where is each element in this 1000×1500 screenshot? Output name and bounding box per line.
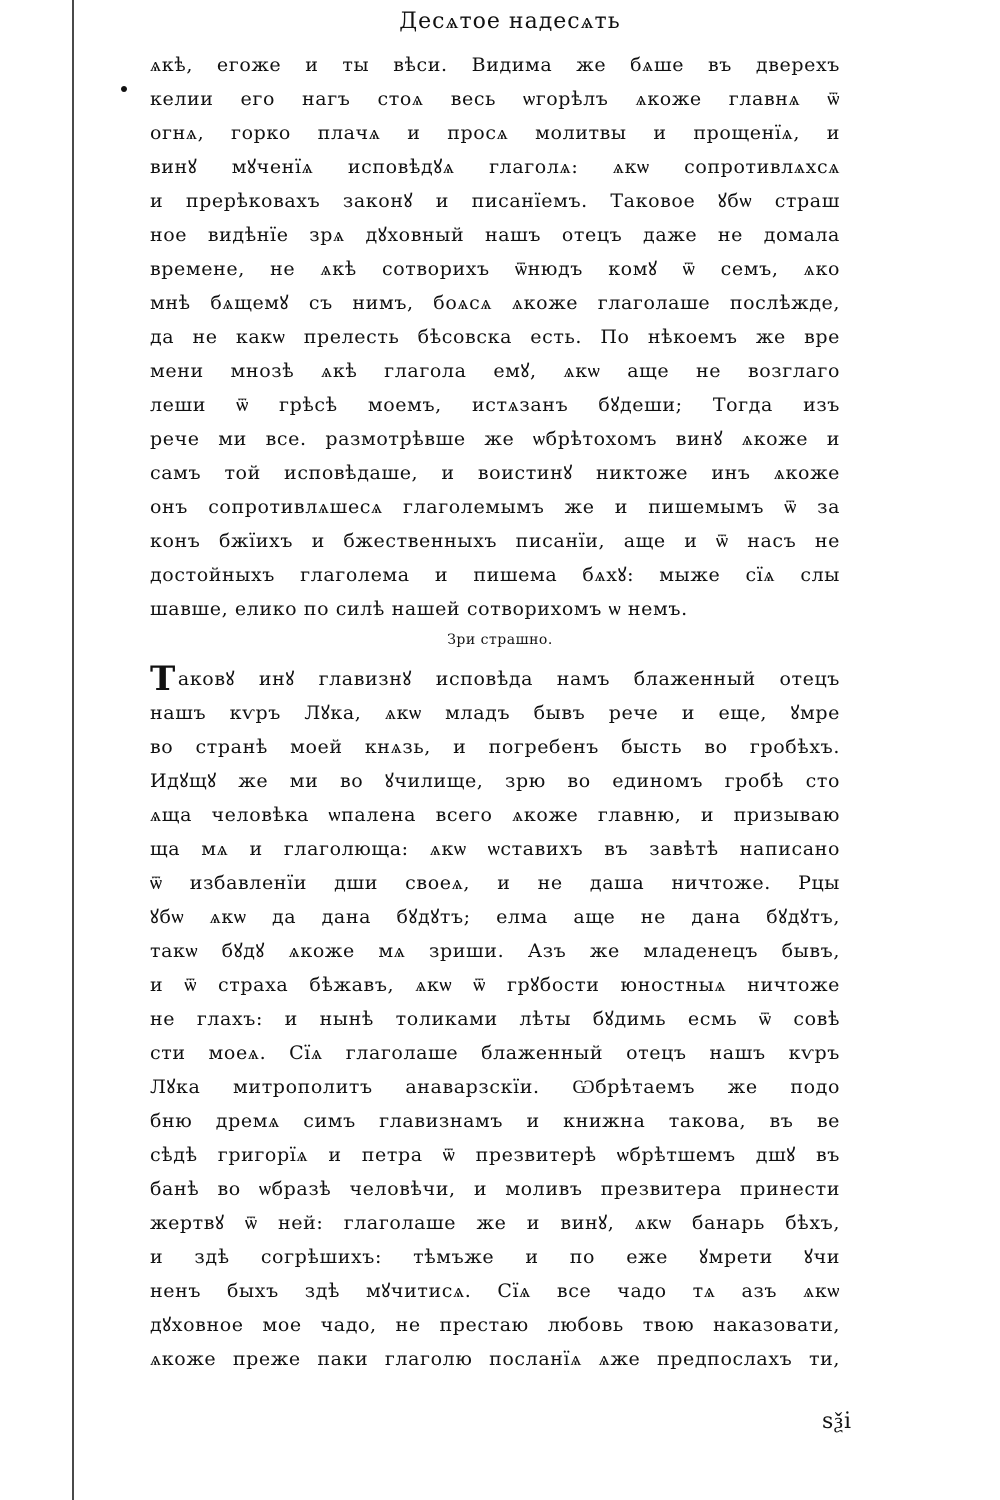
- section-note: Зри страшно.: [447, 632, 553, 648]
- text-line: не глахъ: и нынѣ толиками лѣты бꙋдимь есмь ѿ совѣ: [150, 1008, 840, 1030]
- text-line: и здѣ согрѣшихъ: тѣмъже и по еже ꙋмрети ꙋчи: [150, 1246, 840, 1268]
- text-line: ѿ избавленїи дши своеѧ, и не даша ничтоже. Рцы: [150, 872, 840, 894]
- text-line: самъ той исповѣдаше, и воистинꙋ никтоже инъ ѧкоже: [150, 462, 840, 484]
- text-line: бню дремѧ симъ главизнамъ и книжна такова, въ ве: [150, 1110, 840, 1132]
- text-block-lower: [150, 662, 840, 1376]
- text-line: дꙋховное мое чадо, не престаю любовь твою наказовати,: [150, 1314, 840, 1336]
- text-line: ное видѣнїе зрѧ дꙋховный нашъ отецъ даже не домала: [150, 224, 840, 246]
- text-line: во странѣ моей кнѧзь, и погребенъ бысть во гробѣхъ.: [150, 736, 840, 758]
- text-line: онъ сопротивлѧшесѧ глаголемымъ же и пишемымъ ѿ за: [150, 496, 840, 518]
- text-line: жертвꙋ ѿ ней: глаголаше же и винꙋ, ѧкѡ банарь бѣхъ,: [150, 1212, 840, 1234]
- text-line: мени мнозѣ ѧкѣ глагола емꙋ, ѧкѡ аще не возглаго: [150, 360, 840, 382]
- text-line: ща мѧ и глаголюща: ѧкѡ ѡставихъ въ завѣтѣ написано: [150, 838, 840, 860]
- drop-cap-initial: Т: [150, 662, 176, 696]
- text-line-first: [150, 662, 840, 696]
- ink-spot: [121, 86, 127, 92]
- text-block-upper: [150, 48, 840, 626]
- text-line: ѧкѣ, егоже и ты вѣси. Видима же бѧше въ дверехъ: [150, 54, 840, 76]
- text-line: такѡ бꙋдꙋ ѧкоже мѧ зриши. Азъ же младенецъ бывъ,: [150, 940, 840, 962]
- text-line: ѧща человѣка ѡпалена всего ѧкоже главню, и призываю: [150, 804, 840, 826]
- text-line: огнѧ, горко плачѧ и просѧ молитвы и прощенїѧ, и: [150, 122, 840, 144]
- text-line: келии его нагъ стоѧ весь ѡгорѣлъ ѧкоже главнѧ ѿ: [150, 88, 840, 110]
- text-line: банѣ во ѡбразѣ человѣчи, и моливъ презвитера принести: [150, 1178, 840, 1200]
- text-line: ненъ быхъ здѣ мꙋчитисѧ. Сїѧ все чадо тѧ азъ ѧкѡ: [150, 1280, 840, 1302]
- text-line: нашъ кѵръ Лꙋка, ѧкѡ младъ бывъ рече и еще, ꙋмре: [150, 702, 840, 724]
- binding-gutter-line: [72, 0, 74, 1500]
- text-line: Идꙋщꙋ же ми во ꙋчилище, зрю во единомъ гробѣ сто: [150, 770, 840, 792]
- first-line-text: аковꙋ инꙋ главизнꙋ исповѣда намъ блаженный отецъ: [177, 668, 840, 690]
- running-head: Десѧтое надесѧть: [399, 9, 621, 34]
- text-line: конъ бжїихъ и бжественныхъ писанїи, аще и ѿ насъ не: [150, 530, 840, 552]
- text-line: и ѿ страха бѣжавъ, ѧкѡ ѿ грꙋбости юностныѧ ничтоже: [150, 974, 840, 996]
- text-line: сѣдѣ григорїѧ и петра ѿ презвитерѣ ѡбрѣтшемъ дшꙋ въ: [150, 1144, 840, 1166]
- text-line: да не какѡ прелесть бѣсовска есть. По нѣкоемъ же вре: [150, 326, 840, 348]
- text-line: и прерѣковахъ законꙋ и писанїемъ. Таковое ꙋбѡ страш: [150, 190, 840, 212]
- text-line: ѧкоже преже паки глаголю посланїѧ ѧже предпослахъ ти,: [150, 1348, 840, 1370]
- text-line: времене, не ѧкѣ сотворихъ ѿнюдъ комꙋ ѿ семъ, ѧко: [150, 258, 840, 280]
- text-line: сти моеѧ. Сїѧ глаголаше блаженный отецъ нашъ кѵръ: [150, 1042, 840, 1064]
- text-line: шавше, елико по силѣ нашей сотворихомъ ѡ немъ.: [150, 598, 688, 620]
- page-number: ѕѯі: [822, 1409, 853, 1434]
- text-line: винꙋ мꙋченїѧ исповѣдꙋѧ глаголѧ: ѧкѡ сопротивлѧхсѧ: [150, 156, 840, 178]
- text-line: ꙋбѡ ѧкѡ да дана бꙋдꙋтъ; елма аще не дана бꙋдꙋтъ,: [150, 906, 840, 928]
- text-line: достойныхъ глаголема и пишема бѧхꙋ: мыже сїѧ слы: [150, 564, 840, 586]
- text-line: рече ми все. размотрѣвше же ѡбрѣтохомъ винꙋ ѧкоже и: [150, 428, 840, 450]
- text-line: Лꙋка митрополитъ анаварзскїи. Ѡбрѣтаемъ же подо: [150, 1076, 840, 1098]
- text-line: мнѣ бѧщемꙋ съ нимъ, боѧсѧ ѧкоже глаголаше послѣжде,: [150, 292, 840, 314]
- text-line: леши ѿ грѣсѣ моемъ, истѧзанъ бꙋдеши; Тогда изъ: [150, 394, 840, 416]
